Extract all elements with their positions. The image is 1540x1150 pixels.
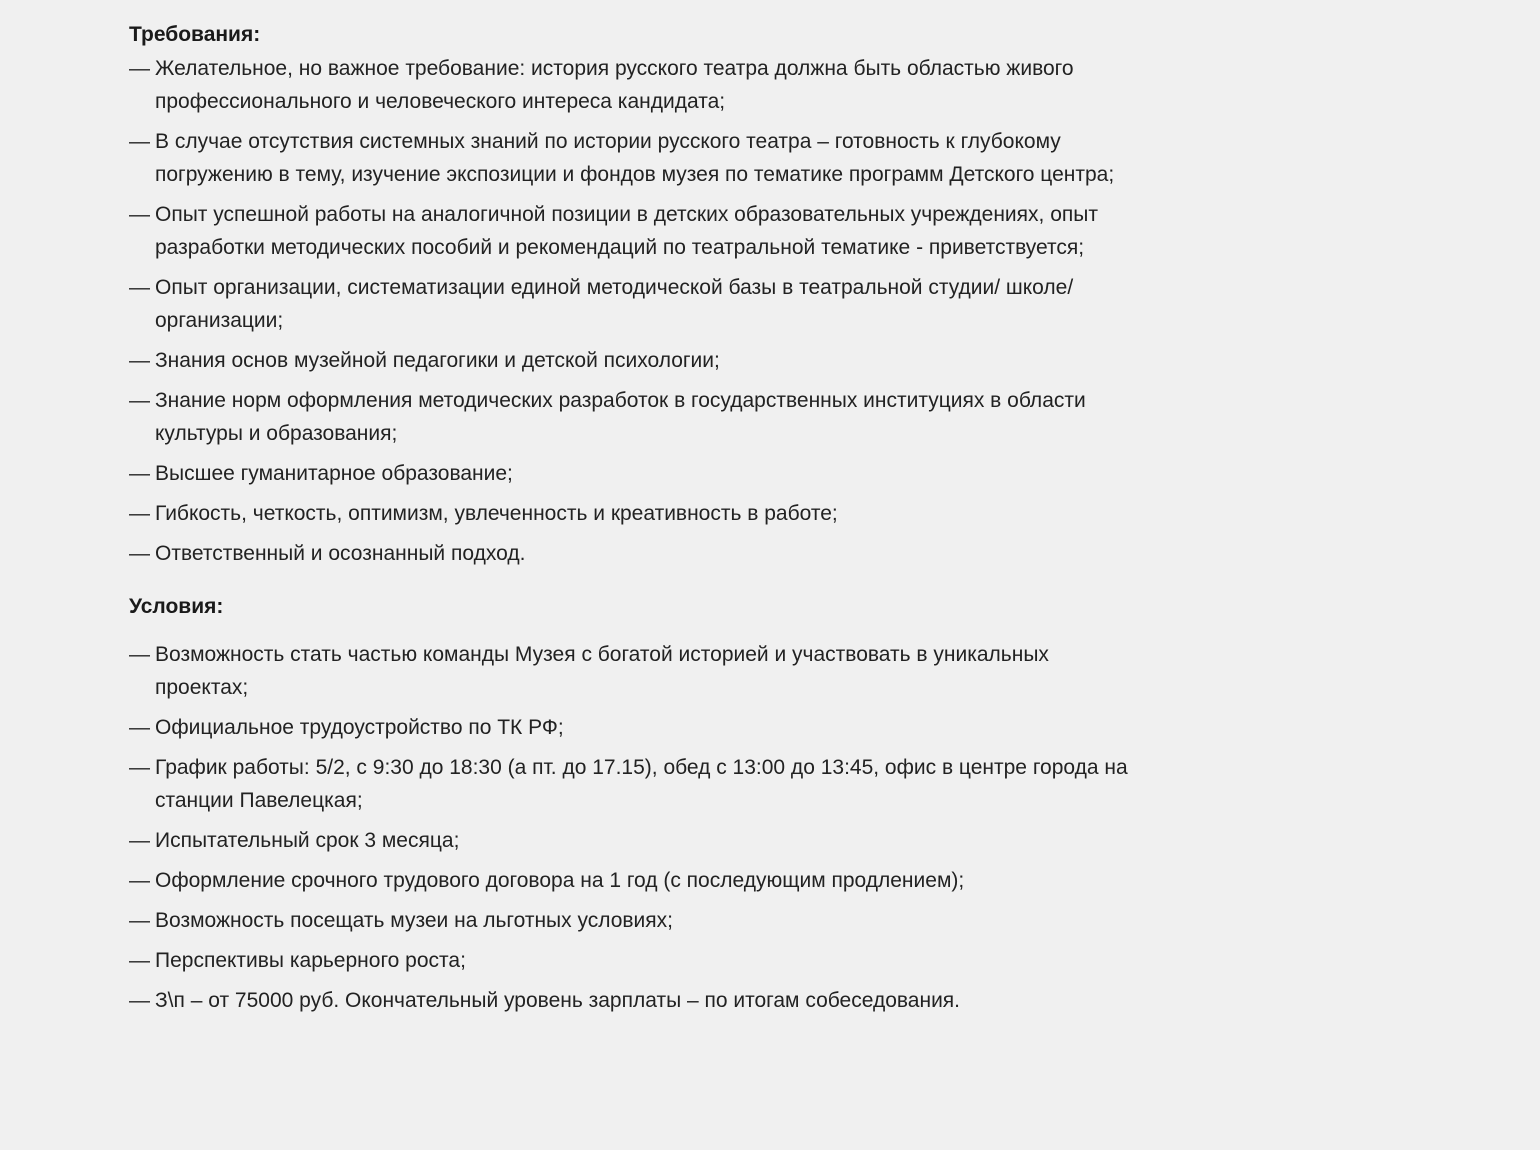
requirements-item-text: Опыт организации, систематизации единой методической базы в театральной студии/ школе/организации; xyxy=(155,276,1074,332)
conditions-item xyxy=(129,711,1129,744)
dash-bullet: — xyxy=(129,756,150,779)
requirements-item-text: Знание норм оформления методических разработок в государственных институциях в области культуры и образования; xyxy=(155,389,1086,445)
requirements-item-text: Высшее гуманитарное образование; xyxy=(155,462,513,485)
dash-bullet: — xyxy=(129,130,150,153)
conditions-item-text: Возможность стать частью команды Музея с богатой историей и участвовать в уникальных проектах; xyxy=(155,643,1049,699)
conditions-heading: Условия: xyxy=(129,595,224,618)
dash-bullet: — xyxy=(129,203,150,226)
conditions-item-text: З\п – от 75000 руб. Окончательный уровень зарплаты – по итогам собеседования. xyxy=(155,989,961,1012)
dash-bullet: — xyxy=(129,869,150,892)
requirements-item xyxy=(129,125,1129,191)
dash-bullet: — xyxy=(129,643,150,666)
dash-bullet: — xyxy=(129,989,150,1012)
requirements-item xyxy=(129,344,1129,377)
dash-bullet: — xyxy=(129,909,150,932)
dash-bullet: — xyxy=(129,829,150,852)
dash-bullet: — xyxy=(129,462,150,485)
requirements-item-text: Ответственный и осознанный подход. xyxy=(155,542,526,565)
requirements-heading: Требования: xyxy=(129,23,261,46)
requirements-item xyxy=(129,198,1129,264)
requirements-item xyxy=(129,52,1129,118)
requirements-item xyxy=(129,497,1129,530)
dash-bullet: — xyxy=(129,276,150,299)
conditions-item-text: Испытательный срок 3 месяца; xyxy=(155,829,460,852)
dash-bullet: — xyxy=(129,716,150,739)
requirements-item-text: Знания основ музейной педагогики и детской психологии; xyxy=(155,349,720,372)
conditions-item xyxy=(129,864,1129,897)
requirements-item xyxy=(129,537,1129,570)
requirements-item xyxy=(129,384,1129,450)
dash-bullet: — xyxy=(129,949,150,972)
dash-bullet: — xyxy=(129,349,150,372)
vacancy-description xyxy=(129,18,1129,1024)
conditions-item xyxy=(129,638,1129,704)
conditions-item xyxy=(129,824,1129,857)
conditions-item-text: Перспективы карьерного роста; xyxy=(155,949,466,972)
conditions-item-text: Возможность посещать музеи на льготных условиях; xyxy=(155,909,673,932)
conditions-item xyxy=(129,944,1129,977)
conditions-list xyxy=(129,638,1129,1017)
requirements-list xyxy=(129,52,1129,570)
requirements-item-text: В случае отсутствия системных знаний по истории русского театра – готовность к глубокому погружению в тему, изучение экспозиции и фондов музея по тематике программ Детского центра; xyxy=(155,130,1115,186)
conditions-item-text: График работы: 5/2, с 9:30 до 18:30 (а пт. до 17.15), обед с 13:00 до 13:45, офис в центре города на станции Павелецкая; xyxy=(155,756,1128,812)
requirements-item-text: Гибкость, четкость, оптимизм, увлеченность и креативность в работе; xyxy=(155,502,838,525)
conditions-item xyxy=(129,751,1129,817)
requirements-item-text: Опыт успешной работы на аналогичной позиции в детских образовательных учреждениях, опыт разработки методических пособий и рекомендаций по театральной тематике - приветствуется; xyxy=(155,203,1098,259)
conditions-item xyxy=(129,904,1129,937)
dash-bullet: — xyxy=(129,502,150,525)
dash-bullet: — xyxy=(129,389,150,412)
conditions-item-text: Оформление срочного трудового договора на 1 год (с последующим продлением); xyxy=(155,869,965,892)
requirements-item xyxy=(129,457,1129,490)
dash-bullet: — xyxy=(129,57,150,80)
conditions-item xyxy=(129,984,1129,1017)
conditions-item-text: Официальное трудоустройство по ТК РФ; xyxy=(155,716,564,739)
requirements-item-text: Желательное, но важное требование: история русского театра должна быть областью живого профессионального и человеческого интереса кандидата; xyxy=(155,57,1074,113)
requirements-item xyxy=(129,271,1129,337)
dash-bullet: — xyxy=(129,542,150,565)
